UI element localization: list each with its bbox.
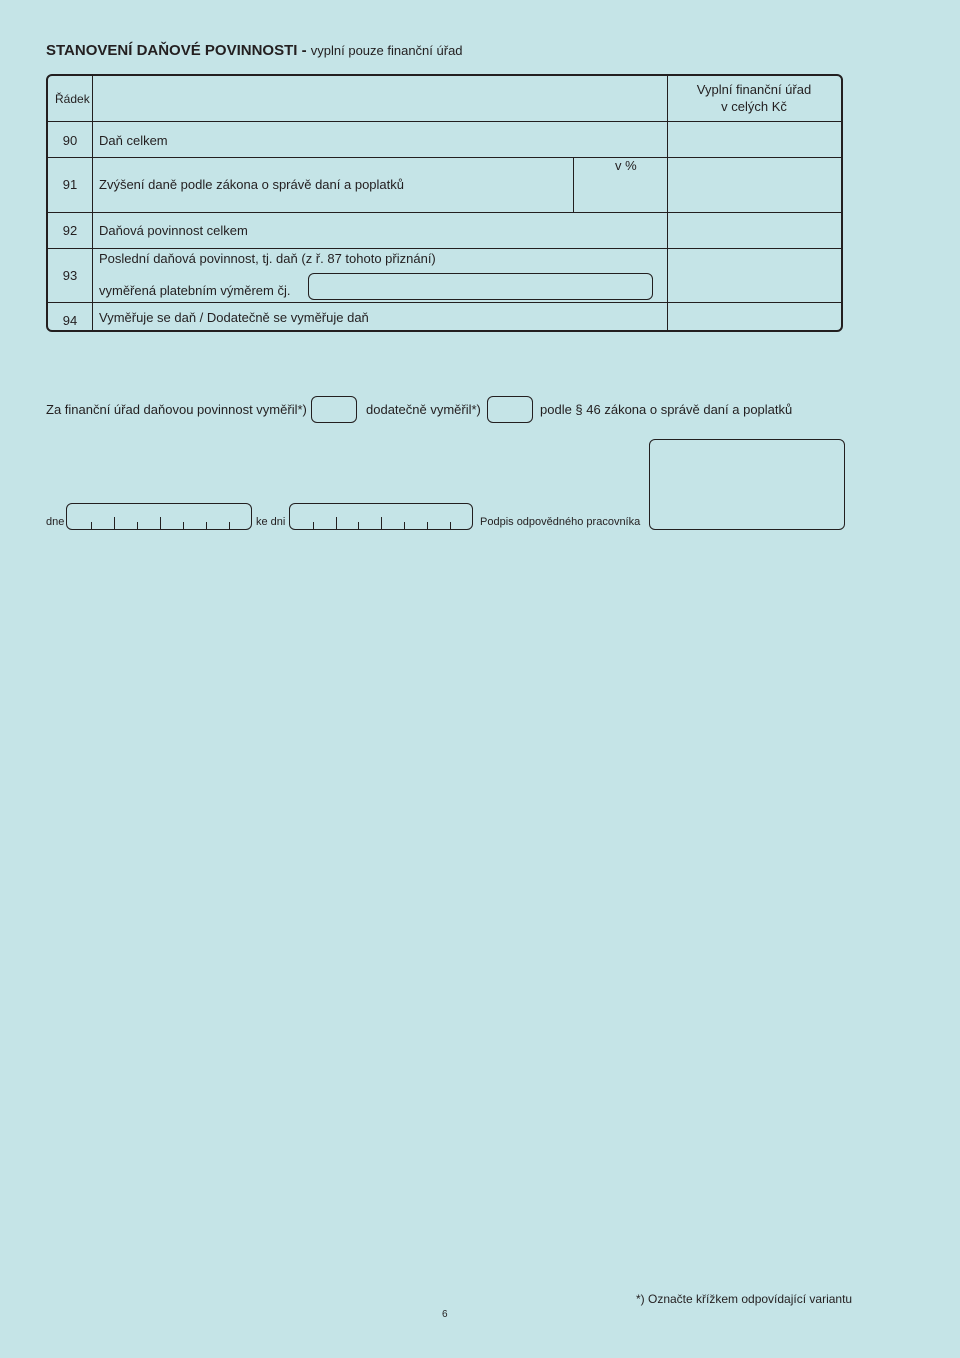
row-93-reference-number-field[interactable] — [308, 273, 653, 300]
row-93-label-line2: vyměřená platebním výměrem čj. — [99, 283, 291, 298]
section-title-sub: vyplní pouze finanční úřad — [310, 43, 463, 58]
page-number: 6 — [442, 1309, 448, 1320]
row-94-number: 94 — [62, 313, 78, 328]
tax-assessment-table — [46, 74, 843, 332]
dne-label: dne — [46, 516, 65, 528]
header-row-label: Řádek — [55, 92, 90, 106]
header-office-line1: Vyplní finanční úřad — [696, 82, 812, 97]
row-91-number: 91 — [62, 177, 78, 192]
footnote: *) Označte křížkem odpovídající variantu — [636, 1292, 853, 1306]
signature-label: Podpis odpovědného pracovníka — [480, 516, 641, 528]
dne-date-field[interactable] — [66, 503, 252, 530]
row-91-percent-field[interactable] — [574, 172, 667, 212]
row-92-label: Daňová povinnost celkem — [99, 223, 248, 238]
assessment-middle: dodatečně vyměřil*) — [366, 402, 481, 417]
assessment-suffix: podle § 46 zákona o správě daní a poplatků — [540, 402, 793, 417]
row-91-amount-field[interactable] — [668, 158, 841, 212]
signature-field[interactable] — [649, 439, 845, 530]
row-93-amount-field[interactable] — [668, 249, 841, 302]
row-92-amount-field[interactable] — [668, 213, 841, 248]
row-91-percent-label: v % — [615, 158, 637, 173]
row-93-number: 93 — [62, 268, 78, 283]
row-90-amount-field[interactable] — [668, 122, 841, 157]
assessment-prefix: Za finanční úřad daňovou povinnost vyměřil*) — [46, 402, 307, 417]
section-title-main: STANOVENÍ DAŇOVÉ POVINNOSTI - — [46, 42, 307, 59]
row-94-amount-field[interactable] — [668, 303, 841, 330]
section-title — [46, 42, 463, 59]
row-94-label: Vyměřuje se daň / Dodatečně se vyměřuje daň — [99, 310, 369, 325]
header-office-line2: v celých Kč — [721, 99, 787, 114]
row-93-label-line1: Poslední daňová povinnost, tj. daň (z ř. 87 tohoto přiznání) — [99, 251, 436, 266]
row-90-number: 90 — [62, 133, 78, 148]
ke-dni-label: ke dni — [256, 516, 286, 528]
additionally-assessed-checkbox[interactable] — [487, 396, 533, 423]
row-91-label: Zvýšení daně podle zákona o správě daní a poplatků — [99, 177, 404, 192]
row-92-number: 92 — [62, 223, 78, 238]
row-90-label: Daň celkem — [99, 133, 168, 148]
assessed-checkbox[interactable] — [311, 396, 357, 423]
